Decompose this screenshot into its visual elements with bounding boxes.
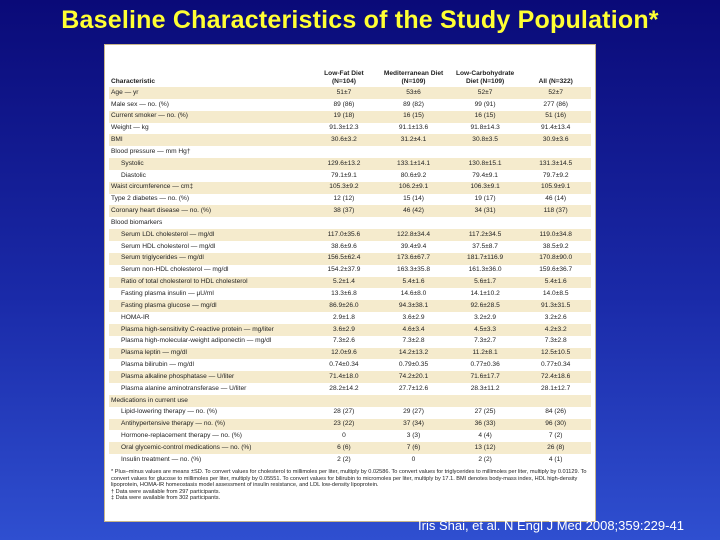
table-row [109,430,591,442]
cell-all: 14.0±8.5 [520,288,591,300]
row-label: Type 2 diabetes — no. (%) [109,194,311,206]
table-row [109,407,591,419]
cell-low-carb: 91.8±14.3 [450,123,521,135]
row-label: Waist circumference — cm‡ [109,182,311,194]
table-row [109,442,591,454]
cell-mediterranean: 3.6±2.9 [377,312,450,324]
cell-low-carb: 4.5±3.3 [450,324,521,336]
cell-mediterranean: 14.2±13.2 [377,348,450,360]
table-row [109,265,591,277]
cell-all: 131.3±14.5 [520,158,591,170]
cell-low-fat: 7.3±2.6 [311,336,378,348]
cell-low-fat [311,217,378,229]
row-label: Plasma bilirubin — mg/dl [109,359,311,371]
cell-mediterranean: 14.6±8.0 [377,288,450,300]
cell-mediterranean: 7 (6) [377,442,450,454]
cell-low-fat: 19 (18) [311,111,378,123]
table-row [109,217,591,229]
table-row [109,111,591,123]
cell-low-fat: 6 (6) [311,442,378,454]
cell-low-carb: 34 (31) [450,205,521,217]
table-row [109,99,591,111]
table-header-row [109,49,591,87]
cell-low-carb: 37.5±8.7 [450,241,521,253]
cell-low-fat: 2 (2) [311,454,378,466]
row-label: Blood biomarkers [109,217,311,229]
cell-all: 3.2±2.6 [520,312,591,324]
cell-low-fat: 38.6±9.6 [311,241,378,253]
cell-all: 4 (1) [520,454,591,466]
cell-mediterranean: 89 (82) [377,99,450,111]
cell-all: 38.5±9.2 [520,241,591,253]
cell-low-carb: 16 (15) [450,111,521,123]
row-label: BMI [109,134,311,146]
row-label: Medications in current use [109,395,311,407]
table-row [109,277,591,289]
cell-mediterranean: 37 (34) [377,419,450,431]
table-row [109,371,591,383]
cell-all: 0.77±0.34 [520,359,591,371]
cell-all: 105.9±9.1 [520,182,591,194]
cell-low-fat [311,395,378,407]
cell-low-fat: 12.0±9.6 [311,348,378,360]
footnote-main: * Plus–minus values are means ±SD. To convert values for cholesterol to millimoles per liter, multiply by 0.02586. To convert values for triglycerides to millimoles per liter, multiply by 0.01129. To convert values for glucose to millimoles per liter, multiply by 0.05551. To convert values for bilirubin to micromoles per liter, multiply by 17.1. BMI denotes body-mass index, HDL high-density lipoprotein, HOMA-IR homeostasis model assessment of insulin resistance, and LDL low-density lipoprotein. [111,469,587,489]
cell-low-fat: 5.2±1.4 [311,277,378,289]
table-row [109,288,591,300]
row-label: Plasma high-sensitivity C-reactive protein — mg/liter [109,324,311,336]
cell-low-carb: 92.6±28.5 [450,300,521,312]
row-label: Ratio of total cholesterol to HDL cholesterol [109,277,311,289]
cell-mediterranean: 29 (27) [377,407,450,419]
cell-low-fat: 89 (86) [311,99,378,111]
table-row [109,241,591,253]
cell-low-fat: 0 [311,430,378,442]
cell-mediterranean: 53±6 [377,87,450,99]
row-label: Oral glycemic-control medications — no. (%) [109,442,311,454]
cell-mediterranean: 173.6±67.7 [377,253,450,265]
cell-all: 84 (26) [520,407,591,419]
row-label: HOMA-IR [109,312,311,324]
cell-low-carb [450,217,521,229]
row-label: Plasma alanine aminotransferase — U/liter [109,383,311,395]
cell-mediterranean: 16 (15) [377,111,450,123]
table-row [109,383,591,395]
cell-all [520,395,591,407]
row-label: Serum HDL cholesterol — mg/dl [109,241,311,253]
cell-low-fat: 117.0±35.6 [311,229,378,241]
header-all: All (N=322) [538,77,573,85]
table-row [109,312,591,324]
cell-all: 26 (8) [520,442,591,454]
cell-low-fat: 79.1±9.1 [311,170,378,182]
cell-low-carb: 71.6±17.7 [450,371,521,383]
cell-low-carb: 99 (91) [450,99,521,111]
cell-mediterranean: 46 (42) [377,205,450,217]
cell-all: 277 (86) [520,99,591,111]
cell-all [520,146,591,158]
cell-all: 52±7 [520,87,591,99]
table-row [109,134,591,146]
cell-low-fat: 0.74±0.34 [311,359,378,371]
cell-all: 72.4±18.6 [520,371,591,383]
footnote-double-dagger: ‡ Data were available from 302 participants. [111,495,221,502]
cell-low-carb: 117.2±34.5 [450,229,521,241]
cell-mediterranean: 80.6±9.2 [377,170,450,182]
cell-low-carb [450,146,521,158]
header-low-carb: Low-Carbohydrate Diet (N=109) [455,70,515,85]
cell-low-fat: 2.9±1.8 [311,312,378,324]
table-row [109,395,591,407]
header-low-fat: Low-Fat Diet (N=104) [324,70,364,85]
cell-low-fat: 13.3±6.8 [311,288,378,300]
cell-low-fat: 156.5±62.4 [311,253,378,265]
slide-title: Baseline Characteristics of the Study Population* [61,6,659,34]
cell-low-fat: 91.3±12.3 [311,123,378,135]
cell-low-carb: 4 (4) [450,430,521,442]
cell-all: 51 (16) [520,111,591,123]
row-label: Serum LDL cholesterol — mg/dl [109,229,311,241]
cell-mediterranean: 39.4±9.4 [377,241,450,253]
row-label: Age — yr [109,87,311,99]
cell-low-carb: 181.7±116.9 [450,253,521,265]
footnote-dagger: † Data were available from 297 participants. [111,488,221,495]
row-label: Fasting plasma glucose — mg/dl [109,300,311,312]
table-footnotes [111,469,589,502]
cell-low-fat: 154.2±37.9 [311,265,378,277]
cell-mediterranean: 27.7±12.6 [377,383,450,395]
cell-low-carb: 79.4±9.1 [450,170,521,182]
row-label: Lipid-lowering therapy — no. (%) [109,407,311,419]
cell-low-fat: 71.4±18.0 [311,371,378,383]
table-row [109,170,591,182]
cell-mediterranean: 106.2±9.1 [377,182,450,194]
cell-mediterranean: 0.79±0.35 [377,359,450,371]
cell-low-fat: 23 (22) [311,419,378,431]
table-row [109,359,591,371]
cell-low-fat: 28 (27) [311,407,378,419]
row-label: Current smoker — no. (%) [109,111,311,123]
cell-all: 96 (30) [520,419,591,431]
cell-mediterranean: 133.1±14.1 [377,158,450,170]
row-label: Serum non-HDL cholesterol — mg/dl [109,265,311,277]
table-row [109,324,591,336]
baseline-table-panel [104,44,596,522]
row-label: Serum triglycerides — mg/dl [109,253,311,265]
cell-low-fat: 28.2±14.2 [311,383,378,395]
cell-all: 7 (2) [520,430,591,442]
row-label: Diastolic [109,170,311,182]
row-label: Hormone-replacement therapy — no. (%) [109,430,311,442]
cell-low-fat: 51±7 [311,87,378,99]
row-label: Plasma leptin — mg/dl [109,348,311,360]
cell-low-carb: 13 (12) [450,442,521,454]
row-label: Weight — kg [109,123,311,135]
cell-mediterranean [377,217,450,229]
row-label: Blood pressure — mm Hg† [109,146,311,158]
cell-low-carb: 11.2±8.1 [450,348,521,360]
cell-low-carb [450,395,521,407]
cell-all: 159.6±36.7 [520,265,591,277]
cell-low-fat [311,146,378,158]
table-row [109,419,591,431]
cell-low-fat: 3.6±2.9 [311,324,378,336]
row-label: Male sex — no. (%) [109,99,311,111]
cell-all: 91.3±31.5 [520,300,591,312]
table-row [109,300,591,312]
cell-mediterranean: 5.4±1.6 [377,277,450,289]
cell-mediterranean: 122.8±34.4 [377,229,450,241]
cell-low-carb: 14.1±10.2 [450,288,521,300]
row-label: Systolic [109,158,311,170]
cell-mediterranean [377,146,450,158]
table-row [109,146,591,158]
cell-all: 28.1±12.7 [520,383,591,395]
row-label: Coronary heart disease — no. (%) [109,205,311,217]
cell-low-fat: 86.9±26.0 [311,300,378,312]
cell-mediterranean: 163.3±35.8 [377,265,450,277]
cell-low-carb: 52±7 [450,87,521,99]
cell-low-fat: 12 (12) [311,194,378,206]
table-row [109,253,591,265]
table-row [109,229,591,241]
cell-all: 79.7±9.2 [520,170,591,182]
cell-mediterranean: 94.3±38.1 [377,300,450,312]
cell-low-carb: 5.6±1.7 [450,277,521,289]
cell-low-carb: 7.3±2.7 [450,336,521,348]
header-characteristic: Characteristic [111,77,155,85]
cell-low-fat: 30.6±3.2 [311,134,378,146]
table-row [109,87,591,99]
cell-all: 118 (37) [520,205,591,217]
table-row [109,205,591,217]
cell-all: 7.3±2.8 [520,336,591,348]
table-row [109,454,591,466]
cell-all: 12.5±10.5 [520,348,591,360]
cell-all: 170.8±90.0 [520,253,591,265]
table-row [109,158,591,170]
table-row [109,194,591,206]
baseline-characteristics-table [109,49,591,466]
row-label: Antihypertensive therapy — no. (%) [109,419,311,431]
cell-mediterranean: 7.3±2.8 [377,336,450,348]
cell-low-carb: 36 (33) [450,419,521,431]
cell-all [520,217,591,229]
cell-mediterranean: 74.2±20.1 [377,371,450,383]
cell-low-carb: 106.3±9.1 [450,182,521,194]
citation: Iris Shai, et al. N Engl J Med 2008;359:229-41 [418,518,684,533]
row-label: Insulin treatment — no. (%) [109,454,311,466]
cell-low-carb: 19 (17) [450,194,521,206]
header-mediterranean: Mediterranean Diet (N=109) [383,70,444,85]
cell-mediterranean [377,395,450,407]
table-row [109,182,591,194]
cell-all: 119.0±34.8 [520,229,591,241]
cell-low-carb: 27 (25) [450,407,521,419]
cell-mediterranean: 31.2±4.1 [377,134,450,146]
cell-low-carb: 2 (2) [450,454,521,466]
cell-low-carb: 28.3±11.2 [450,383,521,395]
cell-low-carb: 161.3±36.0 [450,265,521,277]
cell-mediterranean: 3 (3) [377,430,450,442]
row-label: Plasma alkaline phosphatase — U/liter [109,371,311,383]
cell-all: 30.9±3.6 [520,134,591,146]
cell-all: 5.4±1.6 [520,277,591,289]
cell-mediterranean: 0 [377,454,450,466]
table-row [109,336,591,348]
cell-all: 91.4±13.4 [520,123,591,135]
cell-low-carb: 130.8±15.1 [450,158,521,170]
cell-mediterranean: 15 (14) [377,194,450,206]
row-label: Plasma high-molecular-weight adiponectin — mg/dl [109,336,311,348]
cell-low-carb: 30.8±3.5 [450,134,521,146]
table-row [109,348,591,360]
cell-all: 46 (14) [520,194,591,206]
cell-mediterranean: 4.6±3.4 [377,324,450,336]
cell-low-carb: 3.2±2.9 [450,312,521,324]
cell-mediterranean: 91.1±13.6 [377,123,450,135]
cell-all: 4.2±3.2 [520,324,591,336]
cell-low-carb: 0.77±0.36 [450,359,521,371]
cell-low-fat: 105.3±9.2 [311,182,378,194]
table-container [109,49,591,466]
table-body [109,87,591,466]
row-label: Fasting plasma insulin — µU/ml [109,288,311,300]
table-row [109,123,591,135]
cell-low-fat: 129.6±13.2 [311,158,378,170]
cell-low-fat: 38 (37) [311,205,378,217]
